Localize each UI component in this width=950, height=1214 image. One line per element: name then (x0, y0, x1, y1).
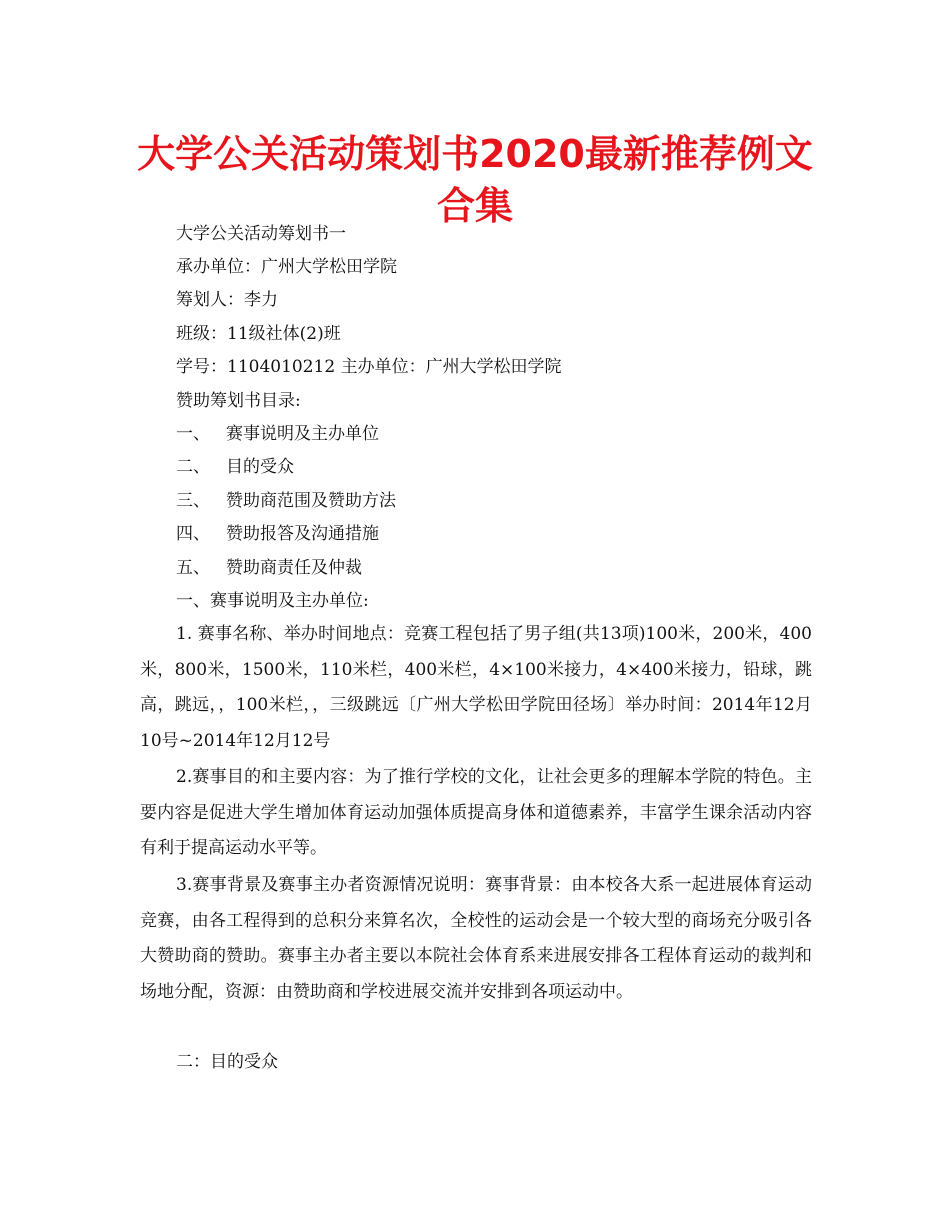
toc-item (176, 455, 294, 479)
toc-item (176, 522, 379, 546)
paragraph-event-purpose: 2.赛事目的和主要内容：为了推行学校的文化，让社会更多的理解本学院的特色。主要内容是促进大学生增加体育运动加强体质提高身体和道德素养，丰富学生课余活动内容有利于提高运动水平等。 (140, 767, 812, 858)
toc-item-number: 四、 (176, 524, 210, 544)
toc-item-text: 赛事说明及主办单位 (226, 424, 379, 444)
toc-item-text: 赞助商责任及仲裁 (226, 558, 362, 578)
paragraph-event-background: 3.赛事背景及赛事主办者资源情况说明：赛事背景：由本校各大系一起进展体育运动竞赛，由各工程得到的总积分来算名次，全校性的运动会是一个较大型的商场充分吸引各大赞助商的赞助。赛事主办者主要以本院社会体育系来进展安排各工程体育运动的裁判和场地分配，资源：由赞助商和学校进展交流并安排到各项运动中。 (140, 875, 812, 1002)
paragraph-event-info: 1. 赛事名称、举办时间地点：竞赛工程包括了男子组(共13项)100米，200米，400米，800米，1500米，110米栏，400米栏，4×100米接力，4×400米接力，铅球，跳高，跳远，，100米栏，，三级跳远〔广州大学松田学院田径场〕举办时间：2014年12月10号~2014年12月12号 (140, 624, 812, 751)
toc-heading: 赞助筹划书目录: (176, 391, 301, 411)
toc-item-number: 五、 (176, 558, 210, 578)
subtitle-line: 大学公关活动筹划书一 (176, 224, 346, 244)
section-heading: 二：目的受众 (176, 1052, 278, 1072)
planner-line: 筹划人：李力 (176, 290, 278, 310)
toc-item-number: 三、 (176, 491, 210, 511)
toc-item (176, 489, 396, 513)
toc-item-text: 目的受众 (226, 457, 294, 477)
document-title: 大学公关活动策划书2020最新推荐例文合集 (137, 132, 813, 228)
toc-item-text: 赞助报答及沟通措施 (226, 524, 379, 544)
class-line: 班级：11级社体(2)班 (176, 324, 341, 344)
student-id-line: 学号：1104010212 主办单位：广州大学松田学院 (176, 357, 562, 377)
section-heading: 一、赛事说明及主办单位: (176, 591, 369, 611)
toc-item (176, 422, 379, 446)
organizer-line: 承办单位：广州大学松田学院 (176, 257, 397, 277)
toc-item-text: 赞助商范围及赞助方法 (226, 491, 396, 511)
toc-item-number: 二、 (176, 457, 210, 477)
toc-item (176, 556, 362, 580)
toc-item-number: 一、 (176, 424, 210, 444)
